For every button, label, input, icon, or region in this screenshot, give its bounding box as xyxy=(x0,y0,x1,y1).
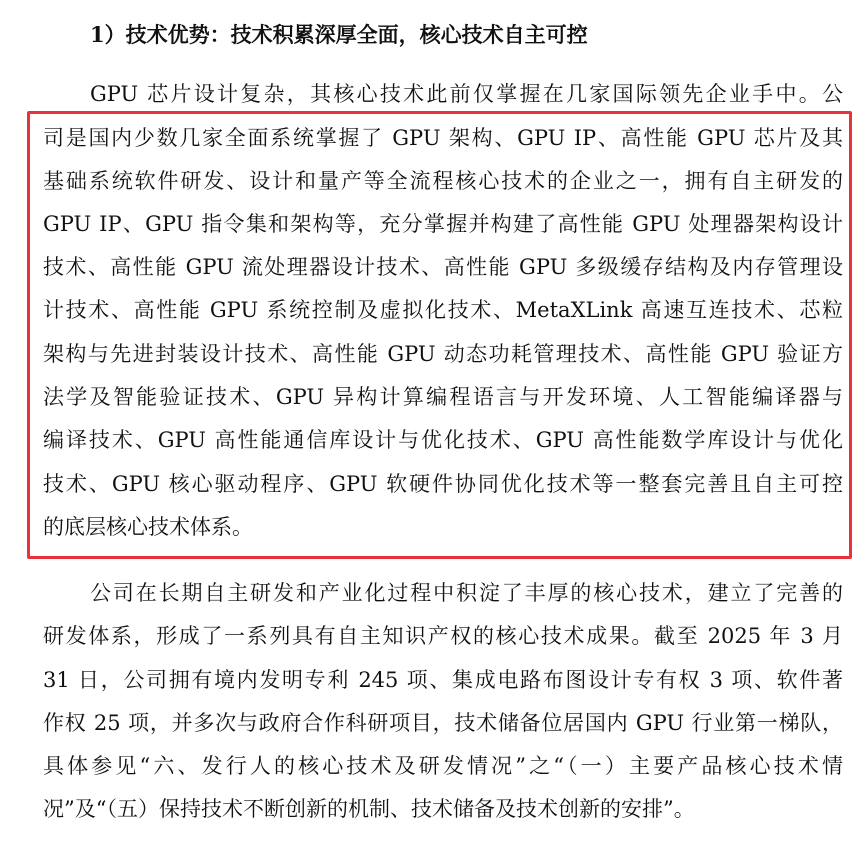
paragraph-line: 研发体系，形成了一系列具有自主知识产权的核心技术成果。截至 2025 年 3 月 xyxy=(43,624,843,648)
paragraph-line: 况”及“（五）保持技术不断创新的机制、技术储备及技术创新的安排”。 xyxy=(43,797,695,821)
paragraph-line: 编译技术、GPU 高性能通信库设计与优化技术、GPU 高性能数学库设计与优化 xyxy=(43,428,843,452)
section-heading: 1）技术优势：技术积累深厚全面，核心技术自主可控 xyxy=(90,22,588,47)
paragraph-line: GPU IP、GPU 指令集和架构等，充分掌握并构建了高性能 GPU 处理器架构设计 xyxy=(43,212,843,236)
paragraph-line: 技术、GPU 核心驱动程序、GPU 软硬件协同优化技术等一整套完善且自主可控 xyxy=(43,472,843,496)
paragraph-line: 具体参见“六、发行人的核心技术及研发情况”之“（一）主要产品核心技术情 xyxy=(43,754,843,778)
paragraph-line: 的底层核心技术体系。 xyxy=(43,515,253,539)
paragraph-line: 公司在长期自主研发和产业化过程中积淀了丰厚的核心技术，建立了完善的 xyxy=(90,581,843,605)
paragraph-line: 作权 25 项，并多次与政府合作科研项目，技术储备位居国内 GPU 行业第一梯队， xyxy=(43,711,843,735)
paragraph-line: 法学及智能验证技术、GPU 异构计算编程语言与开发环境、人工智能编译器与 xyxy=(43,385,843,409)
paragraph-line: 基础系统软件研发、设计和量产等全流程核心技术的企业之一，拥有自主研发的 xyxy=(43,169,843,193)
paragraph-line: 计技术、高性能 GPU 系统控制及虚拟化技术、MetaXLink 高速互连技术、芯粒 xyxy=(43,298,843,322)
paragraph-line: 31 日，公司拥有境内发明专利 245 项、集成电路布图设计专有权 3 项、软件著 xyxy=(43,668,843,692)
paragraph-line: GPU 芯片设计复杂，其核心技术此前仅掌握在几家国际领先企业手中。公 xyxy=(90,82,843,106)
paragraph-line: 技术、高性能 GPU 流处理器设计技术、高性能 GPU 多级缓存结构及内存管理设 xyxy=(43,255,843,279)
paragraph-line: 司是国内少数几家全面系统掌握了 GPU 架构、GPU IP、高性能 GPU 芯片及其 xyxy=(43,126,843,150)
paragraph-line: 架构与先进封装设计技术、高性能 GPU 动态功耗管理技术、高性能 GPU 验证方 xyxy=(43,342,843,366)
